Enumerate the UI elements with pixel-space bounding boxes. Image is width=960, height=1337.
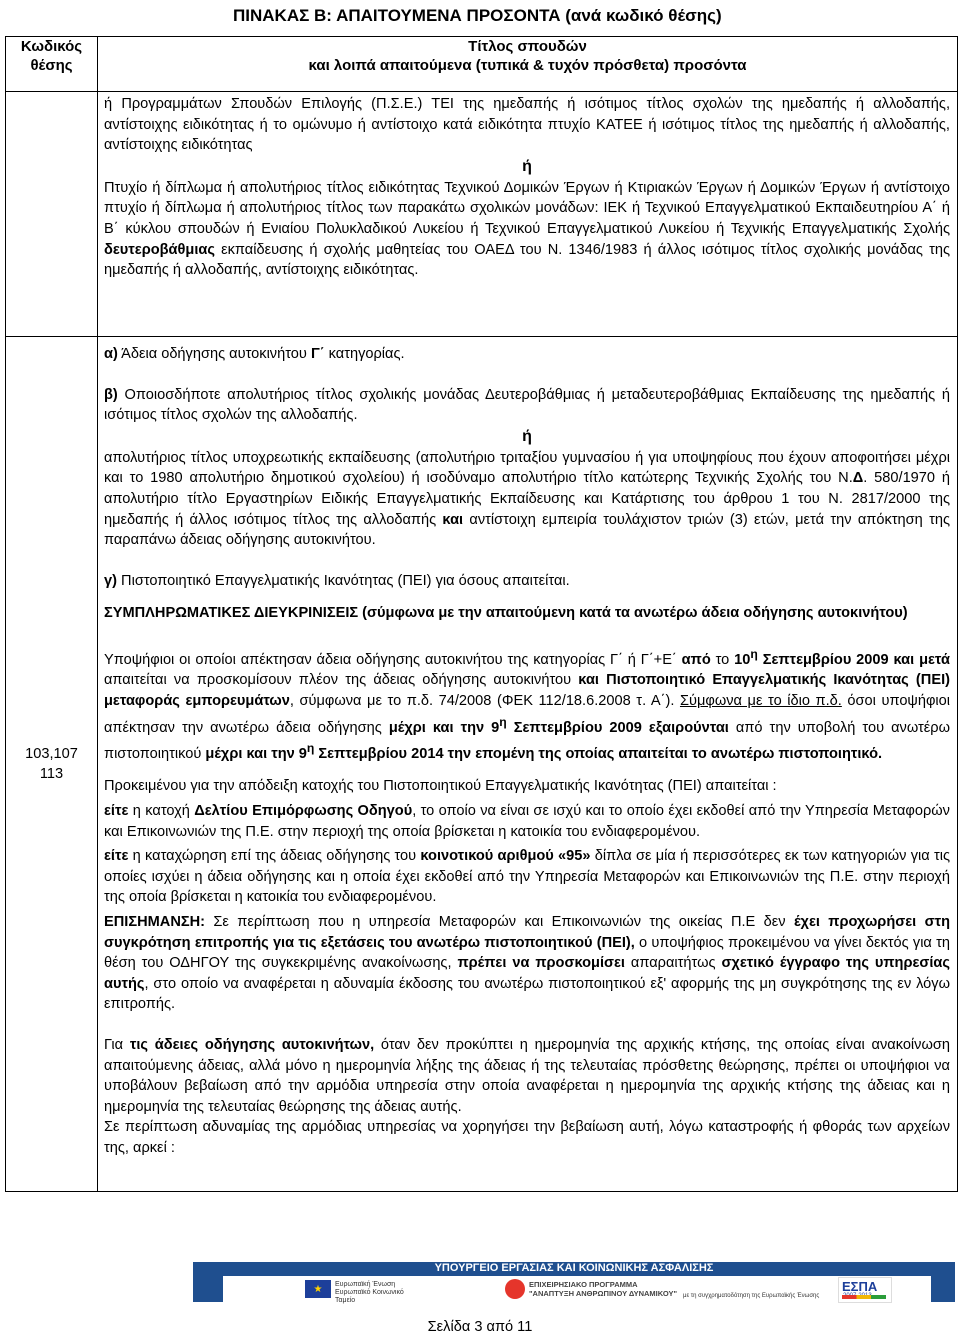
or-separator: ή: [522, 427, 532, 445]
espa-logo: [838, 1277, 892, 1303]
supplementary-paragraph-4: [104, 846, 950, 908]
requirement-a: [104, 344, 950, 365]
bold-text: πρέπει να προσκομίσει: [457, 955, 625, 972]
supplementary-paragraph-6: [104, 1035, 950, 1117]
bold-text: Σεπτεμβρίου 2009 και μετά: [757, 651, 950, 668]
table-header-row: [6, 37, 958, 92]
bold-text: τις άδειες οδήγησης αυτοκινήτων,: [129, 1037, 375, 1054]
espa-caption: με τη συγχρηματοδότηση της Ευρωπαϊκής Ένωσης: [683, 1293, 820, 1299]
text: η καταχώρηση επί της άδειας οδήγησης του: [128, 848, 421, 865]
bold-text: Δ: [852, 470, 864, 487]
row1-qualifications-cell: [98, 92, 958, 337]
superscript: η: [499, 714, 507, 729]
bold-text: ΕΠΙΣΗΜΑΝΣΗ:: [104, 914, 206, 931]
supplementary-paragraph-3: [104, 801, 950, 842]
text: Πιστοποιητικό Επαγγελματικής Ικανότητας (ΠΕΙ) για όσους απαιτείται.: [116, 572, 570, 589]
bold-text: και: [442, 511, 464, 528]
bold-text: Σεπτεμβρίου 2009 εξαιρούνται: [506, 719, 729, 736]
text: κατηγορίας.: [324, 346, 405, 362]
position-code-2: 113: [39, 766, 64, 782]
header-position-code: [6, 37, 98, 92]
label: α): [104, 346, 118, 362]
text: , σύμφωνα με το π.δ. 74/2008 (ΦΕΚ 112/18.6.2008 τ. Α΄).: [289, 692, 680, 709]
ministry-title: ΥΠΟΥΡΓΕΙΟ ΕΡΓΑΣΙΑΣ ΚΑΙ ΚΟΙΝΩΝΙΚΗΣ ΑΣΦΑΛΙΣΗΣ: [434, 1262, 714, 1274]
eu-flag-icon: ★: [305, 1280, 331, 1298]
row2-qualifications-cell: [98, 337, 958, 1192]
programme-line2: "ΑΝΑΠΤΥΞΗ ΑΝΘΡΩΠΙΝΟΥ ΔΥΝΑΜΙΚΟΥ": [529, 1289, 678, 1298]
text: όσοι υποψήφιοι απέκτησαν την ανωτέρω άδεια οδήγησης: [104, 692, 951, 736]
header-code-line2: θέσης: [30, 57, 73, 74]
bold-text: και Πιστοποιητικό Επαγγελματικής Ικανότητας (ΠΕΙ) μεταφοράς εμπορευμάτων: [104, 672, 950, 709]
superscript: η: [306, 741, 315, 756]
text: , στο οποίο να αναφέρεται η αδυναμία έκδοσης του ανωτέρω πιστοποιητικού εξ' αφορμής της μη συγκρότησης της εν λόγω επιτροπής.: [104, 975, 950, 1013]
text: Για: [104, 1037, 130, 1054]
text: απαιτείται να προσκομίσουν πλέον της άδειας οδήγησης αυτοκινήτου: [104, 672, 579, 689]
bold-text: είτε: [104, 803, 129, 820]
supplementary-paragraph-1: [104, 644, 950, 765]
bold-text: μέχρι και την 9: [388, 719, 500, 736]
or-separator: ή: [522, 157, 532, 175]
bold-text: μέχρι και την 9: [205, 745, 307, 762]
document-title: ΠΙΝΑΚΑΣ Β: ΑΠΑΙΤΟΥΜΕΝΑ ΠΡΟΣΟΝΤΑ (ανά κωδικό θέσης): [233, 6, 722, 25]
supplementary-paragraph-7: Σε περίπτωση αδυναμίας της αρμόδιας υπηρεσίας να χορηγήσει την βεβαίωση αυτή, λόγω καταστροφής ή φθοράς των αρχείων της, αρκεί :: [104, 1119, 950, 1156]
eu-caption: Ευρωπαϊκή Ένωση Ευρωπαϊκό Κοινωνικό Ταμείο: [335, 1281, 404, 1304]
supplementary-paragraph-2: Προκειμένου για την απόδειξη κατοχής του Πιστοποιητικού Επαγγελματικής Ικανότητας (ΠΕΙ) απαιτείται :: [104, 778, 777, 795]
programme-line1: ΕΠΙΧΕΙΡΗΣΙΑΚΟ ΠΡΟΓΡΑΜΜΑ: [529, 1280, 638, 1289]
text: Πτυχίο ή δίπλωμα ή απολυτήριος τίτλος ειδικότητας Τεχνικού Δομικών Έργων ή Κτιριακών Έργων ή Δομικών Έργων ή αντίστοιχο πτυχίο ή δίπλωμα ή απολυτήριος τίτλος των παρακάτω σχολικών μονάδων: ΙΕΚ ή Τεχνικού Επαγγελματικού Εκπαιδευτηρίου Α΄ ή Β΄ κύκλου σπουδών ή Ενιαίου Πολυκλαδικού Λυκείου ή Τεχνικού Επαγγελματικού Λυκείου ή Τεχνικής Επαγγελματικής Σχολής: [104, 179, 950, 237]
supplementary-heading: [104, 603, 950, 624]
label: γ): [104, 572, 117, 589]
requirement-c: [104, 571, 950, 592]
superscript: η: [750, 646, 758, 661]
underlined-text: Σύμφωνα με το ίδιο π.δ.: [679, 692, 842, 709]
supplementary-paragraph-5: [104, 912, 950, 1015]
espa-colour-bar: [842, 1295, 886, 1299]
text: Υποψήφιοι οι οποίοι απέκτησαν άδεια οδήγησης αυτοκινήτου της κατηγορίας Γ΄ ή Γ΄+Ε΄: [104, 651, 682, 668]
header-qualifications: [98, 37, 958, 92]
row1-code-cell: [6, 92, 98, 337]
table-row: [6, 337, 958, 1192]
text: , το οποίο να είναι σε ισχύ και το οποίο έχει εκδοθεί από την Υπηρεσία Μεταφορών και Επικοινωνιών της Π.Ε. στην περιοχή της οποία βρίσκεται η κατοικία του ενδιαφερομένου.: [104, 803, 950, 840]
bold-text: 10: [734, 651, 751, 668]
logo-strip: [223, 1276, 931, 1302]
text: η κατοχή: [128, 803, 195, 820]
bold-text: Σεπτεμβρίου 2014 την επομένη της οποίας απαιτείται το ανωτέρω πιστοποιητικό.: [314, 745, 883, 762]
row1-paragraph-1: ή Προγραμμάτων Σπουδών Επιλογής (Π.Σ.Ε.) ΤΕΙ της ημεδαπής ή ισότιμος τίτλος σχολών της ημεδαπής ή αλλοδαπής, αντίστοιχης ειδικότητας ή το ομώνυμο ή αντίστοιχο κατά ειδικότητα πτυχίο ΚΑΤΕΕ ή ισότιμος τίτλος της ημεδαπής ή αλλοδαπής, αντίστοιχης ειδικότητας: [104, 96, 950, 154]
text: Άδεια οδήγησης αυτοκινήτου: [117, 346, 311, 362]
bold-text: δευτεροβάθμιας: [104, 241, 215, 258]
category: Γ΄: [310, 346, 325, 362]
programme-logo-icon: [505, 1279, 525, 1299]
text: από την υποβολή του ανωτέρω πιστοποιητικού: [104, 719, 950, 762]
text: Σε περίπτωση που η υπηρεσία Μεταφορών και Επικοινωνιών της οικείας Π.Ε δεν: [205, 914, 794, 931]
text: δίπλα σε μία ή περισσότερες εκ των κατηγοριών για τις οποίες ισχύει η άδεια οδήγησης και η οποία έχει εκδοθεί από την Υπηρεσία Μεταφορών και Επικοινωνιών της Π.Ε. στην περιοχή της οποία βρίσκεται η κατοικία του ενδιαφερομένου.: [104, 848, 950, 906]
header-qual-line2: και λοιπά απαιτούμενα (τυπικά & τυχόν πρόσθετα) προσόντα: [308, 57, 747, 74]
bold-text: από: [681, 651, 711, 668]
bold-text: Δελτίου Επιμόρφωσης Οδηγού: [194, 803, 413, 820]
table-row: [6, 92, 958, 337]
text: αντίστοιχη εμπειρία τουλάχιστον τριών (3) ετών, μετά την απόκτηση της παραπάνω άδειας οδήγησης αυτοκινήτου.: [104, 511, 951, 549]
ministry-banner: [193, 1262, 955, 1302]
programme-caption: [529, 1280, 677, 1298]
text: . 580/1970 ή απολυτήριο τίτλο Εργαστηρίων Ειδικής Επαγγελματικής Εκπαίδευσης και Κατάρτισης του άρθρου 1 του Ν. 2817/2000 της ημεδαπής ή άλλος ισότιμος τίτλος της αλλοδαπής: [104, 470, 950, 528]
text: απαραιτήτως: [624, 955, 722, 972]
bold-text: σχετικό έγγραφο της υπηρεσίας αυτής: [104, 955, 950, 992]
row1-paragraph-2: [104, 178, 950, 281]
text: εκπαίδευσης ή σχολής μαθητείας του ΟΑΕΔ του Ν. 1346/1983 ή άλλος ισότιμος τίτλος σχολικής μονάδας της ημεδαπής ή αλλοδαπής, αντίστοιχης ειδικότητας.: [104, 241, 950, 279]
bold-text: έχει προχωρήσει στη συγκρότηση επιτροπής για τις εξετάσεις του ανωτέρω πιστοποιητικού (ΠΕΙ),: [104, 914, 950, 951]
requirements-table: [5, 36, 958, 1192]
page-number: Σελίδα 3 από 11: [427, 1319, 533, 1335]
espa-word: ΕΣΠΑ: [842, 1279, 878, 1294]
label: β): [104, 386, 118, 403]
requirement-b-alt: [104, 448, 950, 551]
text: Οποιοσδήποτε απολυτήριος τίτλος σχολικής μονάδας Δευτεροβάθμιας ή μεταδευτεροβάθμιας Εκπαίδευσης της ημεδαπής ή ισότιμος τίτλος σχολών της αλλοδαπής.: [104, 386, 950, 424]
header-qual-line1: Τίτλος σπουδών: [468, 38, 587, 55]
row2-code-cell: [6, 337, 98, 1192]
position-code-1: 103,107: [25, 746, 78, 762]
text: το: [710, 651, 735, 668]
text: όταν δεν προκύπτει η ημερομηνία της αρχικής κτήσης, της οποίας είναι ανακοίνωση απαιτούμενης άδειας, αλλά μόνο η ημερομηνία λήξης της άδειας ή της τελευταίας πρόσθετης θεώρησης, πρέπει οι υποψήφιοι να υποβάλουν βεβαίωση από την αρμόδια υπηρεσία στην οποία αναφέρεται η ημερομηνία της αρχικής κτήσης της άδειας και η ημερομηνία της τελευταίας θεώρησης της άδειας αυτής.: [104, 1037, 950, 1115]
text: ο υποψήφιος προκειμένου να γίνει δεκτός για τη θέση του ΟΔΗΓΟΥ της συγκεκριμένης ανακοίνωσης,: [104, 934, 950, 972]
text: απολυτήριος τίτλος υποχρεωτικής εκπαίδευσης (απολυτήριο τριταξίου γυμνασίου ή για υποψηφίους που έχουν αποφοιτήσει μέχρι και το 1980 απολυτήριο δημοτικού σχολείου) ή ισοδύναμο απολυτήριο τίτλο κατώτερης Τεχνικής Σχολής του Ν.: [104, 449, 950, 487]
bold-text: είτε: [104, 848, 129, 865]
bold-text: κοινοτικού αριθμού «95»: [420, 848, 591, 865]
requirement-b: [104, 385, 950, 426]
bold-text: ΣΥΜΠΛΗΡΩΜΑΤΙΚΕΣ ΔΙΕΥΚΡΙΝΙΣΕΙΣ (σύμφωνα με την απαιτούμενη κατά τα ανωτέρω άδεια οδήγησης αυτοκινήτου): [104, 605, 908, 622]
header-code-line1: Κωδικός: [20, 38, 83, 55]
